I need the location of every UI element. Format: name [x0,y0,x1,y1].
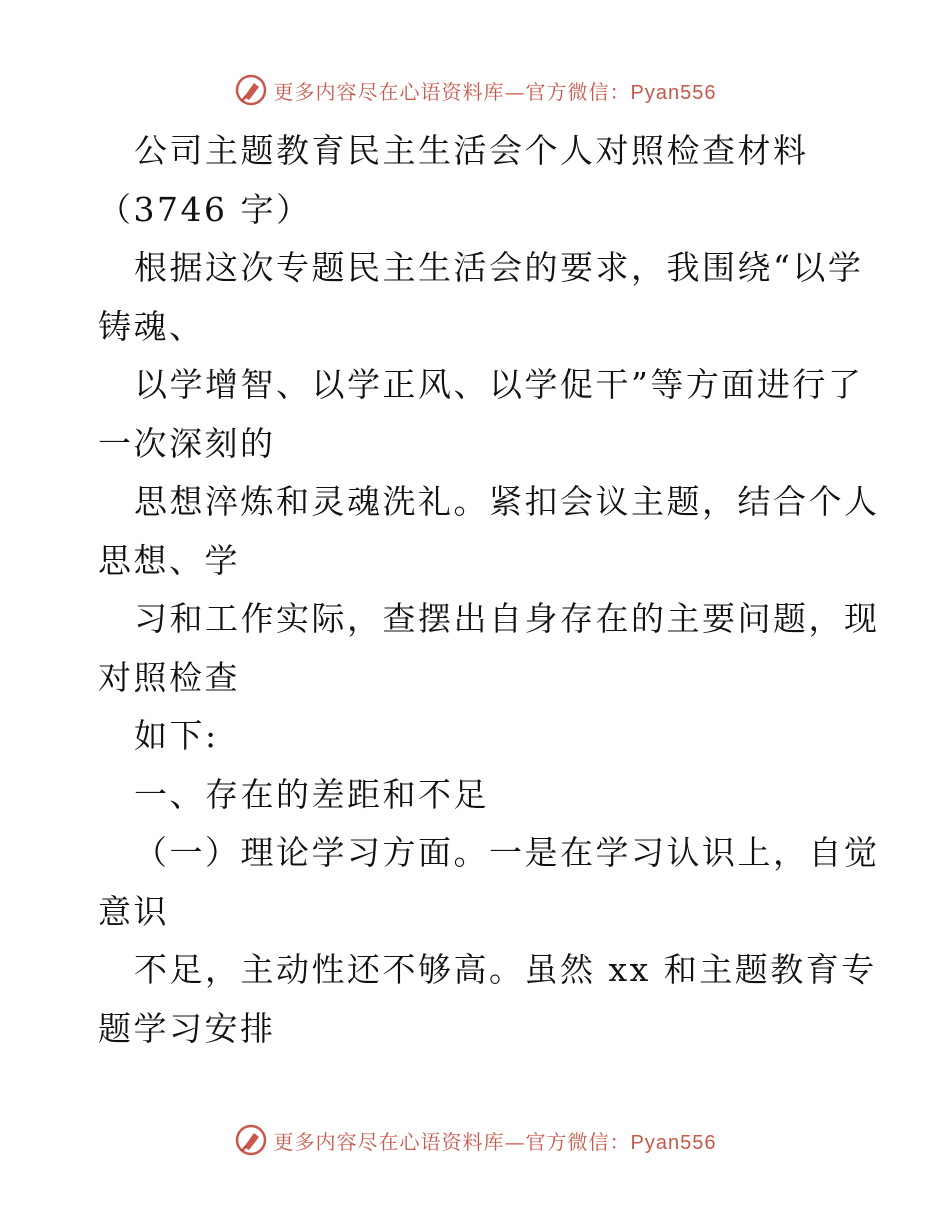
pen-nib-logo-icon [234,73,268,107]
paragraph-line: 思想淬炼和灵魂洗礼。紧扣会议主题，结合个人 [134,482,880,521]
word-count: （3746 字） [98,189,312,229]
paragraph-line: 题学习安排 [98,1008,276,1048]
paragraph-line: 意识 [98,891,169,931]
paragraph-line: 根据这次专题民主生活会的要求，我围绕“以学 [134,248,864,287]
paragraph-line: 以学增智、以学正风、以学促干”等方面进行了 [134,365,864,404]
paragraph-line: 思想、学 [98,540,240,580]
document-title: 公司主题教育民主生活会个人对照检查材料 [134,131,809,170]
paragraph-line: 如下: [134,716,219,755]
watermark-footer [0,1120,950,1160]
paragraph-line: 对照检查 [98,657,240,697]
section-heading: 一、存在的差距和不足 [134,774,489,814]
paragraph-line: （一）理论学习方面。一是在学习认识上，自觉 [134,833,880,872]
paragraph-line: 不足，主动性还不够高。虽然 xx 和主题教育专 [134,950,877,989]
watermark-header [0,70,950,110]
paragraph-line: 一次深刻的 [98,423,276,463]
pen-nib-logo-icon [234,1123,268,1157]
paragraph-line: 习和工作实际，查摆出自身存在的主要问题，现 [134,599,880,638]
paragraph-line: 铸魂、 [98,306,205,346]
document-body [98,122,880,1058]
watermark-text: 更多内容尽在心语资料库—官方微信：Pyan556 [273,1129,717,1154]
watermark-text: 更多内容尽在心语资料库—官方微信：Pyan556 [273,79,717,104]
